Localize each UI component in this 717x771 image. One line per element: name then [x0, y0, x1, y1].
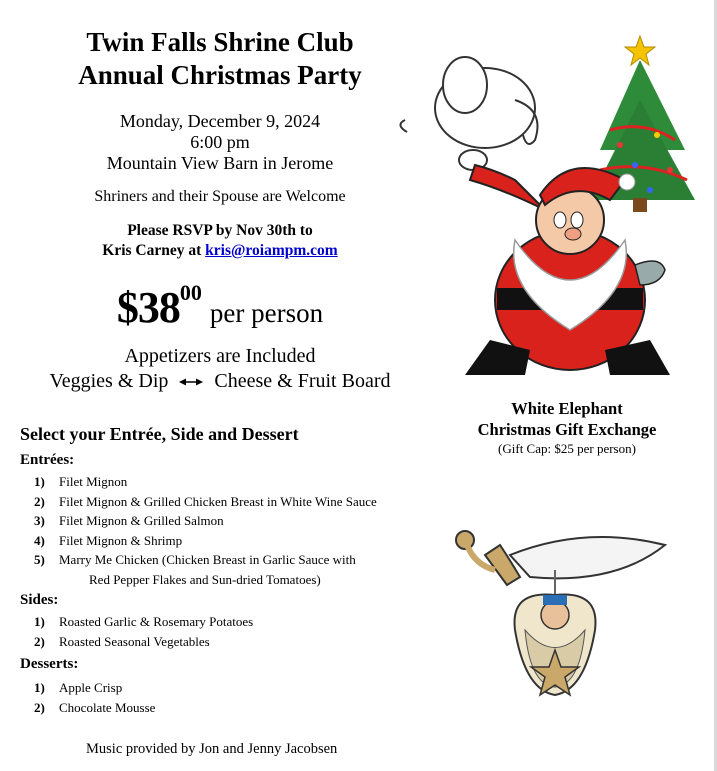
- price: [20, 280, 420, 333]
- rsvp-line-1: Please RSVP by Nov 30th to: [127, 222, 313, 239]
- list-item: 3) Filet Mignon & Grilled Salmon: [34, 513, 224, 529]
- event-date: Monday, December 9, 2024: [119, 111, 321, 131]
- appetizers-items: [10, 369, 430, 394]
- menu-heading: Select your Entrée, Side and Dessert: [20, 424, 299, 444]
- price-dollars: $38: [116, 283, 180, 332]
- title-line-2: Annual Christmas Party: [78, 60, 362, 90]
- event-time: 6:00 pm: [190, 132, 250, 152]
- shrine-scimitar-emblem: [455, 515, 670, 730]
- sides-list: [34, 612, 253, 651]
- list-item: 2) Chocolate Mousse: [34, 699, 156, 715]
- appetizers-heading: Appetizers are Included: [124, 345, 316, 367]
- appetizer-item-1: Veggies & Dip: [49, 370, 169, 392]
- gift-cap: (Gift Cap: $25 per person): [498, 441, 636, 456]
- list-item: 2) Roasted Seasonal Vegetables: [34, 633, 210, 649]
- rsvp-line-2: [20, 241, 420, 261]
- list-item: 5) Marry Me Chicken (Chicken Breast in Garlic Sauce with Red Pepper Flakes and Sun-dried Tomatoes): [34, 552, 356, 587]
- list-item: 4) Filet Mignon & Shrimp: [34, 532, 183, 548]
- price-cents: 00: [179, 280, 202, 305]
- price-per-person: per person: [209, 298, 324, 328]
- list-item: 1) Apple Crisp: [34, 680, 123, 695]
- appetizer-item-2: Cheese & Fruit Board: [214, 370, 391, 392]
- welcome-text: Shriners and their Spouse are Welcome: [94, 188, 346, 205]
- gift-exchange: [437, 398, 697, 457]
- music-credit: Music provided by Jon and Jenny Jacobsen: [86, 741, 338, 757]
- event-details: [20, 111, 420, 174]
- appetizers: [10, 344, 430, 394]
- gift-exchange-line-1: White Elephant: [511, 399, 623, 418]
- entrees-label: Entrées:: [20, 452, 75, 468]
- rsvp-email-link[interactable]: kris@roiampm.com: [205, 242, 338, 259]
- list-item: 1) Filet Mignon: [34, 474, 128, 489]
- list-item: 1) Roasted Garlic & Rosemary Potatoes: [34, 614, 254, 629]
- event-venue: Mountain View Barn in Jerome: [106, 153, 334, 173]
- rsvp-name: Kris Carney at: [102, 242, 202, 259]
- santa-elephant-tree-illustration: [395, 30, 705, 398]
- desserts-list: [34, 678, 155, 717]
- title-line-1: Twin Falls Shrine Club: [86, 27, 354, 57]
- white-elephant-icon: [400, 57, 537, 170]
- entrees-list: [34, 472, 377, 590]
- gift-exchange-line-2: Christmas Gift Exchange: [477, 420, 657, 439]
- list-item: 2) Filet Mignon & Grilled Chicken Breast in White Wine Sauce: [34, 493, 377, 509]
- flyer-title: [20, 26, 420, 92]
- rsvp-block: [20, 221, 420, 261]
- desserts-label: Desserts:: [20, 656, 79, 672]
- double-arrow-icon: [179, 377, 203, 387]
- sides-label: Sides:: [20, 592, 59, 608]
